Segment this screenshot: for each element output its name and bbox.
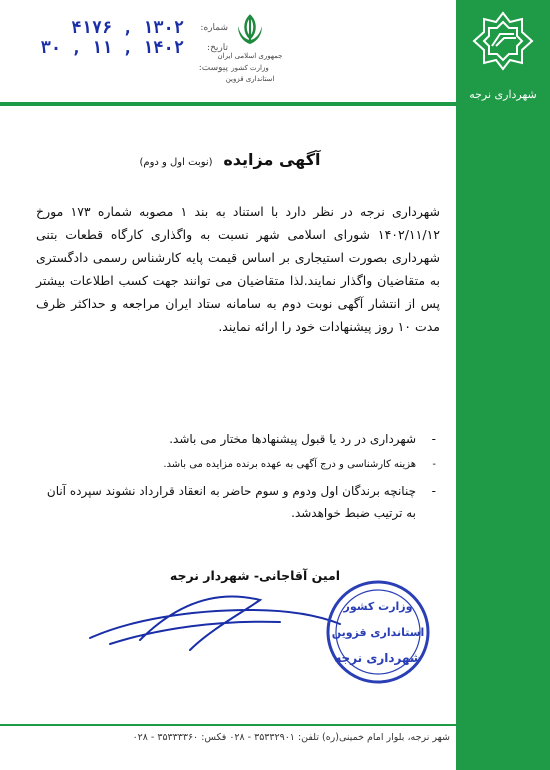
iran-emblem-icon bbox=[230, 12, 270, 52]
organization-name: شهرداری نرجه bbox=[469, 88, 537, 101]
footer-contact: شهر نرجه، بلوار امام خمینی(ره) تلفن: ۳۵۳۳۲۹۰۱ - ۰۲۸ فکس: ۳۵۳۳۳۳۶۰ - ۰۲۸ bbox=[132, 732, 450, 743]
condition-item: - شهرداری در رد یا قبول پیشنهادها مختار می باشد. bbox=[36, 428, 440, 450]
green-side-bar bbox=[456, 0, 550, 770]
date-label: تاریخ: bbox=[207, 43, 228, 53]
signatory-name: امین آقاجانی- شهردار نرجه bbox=[169, 568, 340, 583]
gov-line-2: وزارت کشور bbox=[231, 64, 269, 72]
municipality-logo-icon bbox=[472, 10, 534, 72]
gov-line-3: استانداری قزوین bbox=[225, 75, 275, 83]
letter-meta bbox=[8, 18, 228, 78]
date-row bbox=[8, 38, 228, 58]
header-divider bbox=[0, 102, 456, 106]
number-label: شماره: bbox=[200, 23, 228, 33]
stamp-line-1: وزارت کشور bbox=[343, 600, 413, 613]
official-stamp bbox=[322, 576, 434, 688]
notice-title bbox=[70, 150, 390, 169]
attachment-label: پیوست: bbox=[198, 63, 228, 73]
gov-line-1: جمهوری اسلامی ایران bbox=[217, 52, 283, 60]
number-row bbox=[8, 18, 228, 38]
footer-divider bbox=[0, 724, 456, 726]
date-value: ۱۴۰۲ , ۱۱ , ۳۰ bbox=[40, 38, 184, 58]
stamp-line-3: شهرداری نرجه bbox=[334, 651, 422, 665]
number-value: ۱۳۰۲ , ۴۱۷۶ bbox=[71, 18, 184, 38]
title-main: آگهی مزایده bbox=[223, 150, 321, 169]
title-sub: (نوبت اول و دوم) bbox=[139, 157, 213, 168]
condition-item: - چنانچه برندگان اول ودوم و سوم حاضر به انعقاد قرارداد نشوند سپرده آنان به ترتیب ضبط خواهدشد. bbox=[36, 480, 440, 524]
notice-body: شهرداری نرجه در نظر دارد با استناد به بند ۱ مصوبه شماره ۱۷۳ مورخ ۱۴۰۲/۱۱/۱۲ شورای اسلامی شهر نسبت به واگذاری کارگاه قطعات بتنی شهرداری بصورت استیجاری بر اساس قیمت پایه کارشناس رسمی دادگستری به متقاضیان واگذار نمایند.لذا متقاضیان می توانند جهت کسب اطلاعات بیشتر پس از انتشار آگهی نوبت دوم به سامانه ستاد ایران مراجعه و حداکثر ظرف مدت ۱۰ روز پیشنهادات خود را ارائه نمایند. bbox=[36, 204, 440, 334]
stamp-line-2: استانداری قزوین bbox=[331, 626, 425, 639]
conditions-list bbox=[36, 428, 440, 528]
attachment-row bbox=[8, 58, 228, 78]
condition-item: - هزینه کارشناسی و درج آگهی به عهده برنده مزایده می باشد. bbox=[36, 454, 440, 476]
